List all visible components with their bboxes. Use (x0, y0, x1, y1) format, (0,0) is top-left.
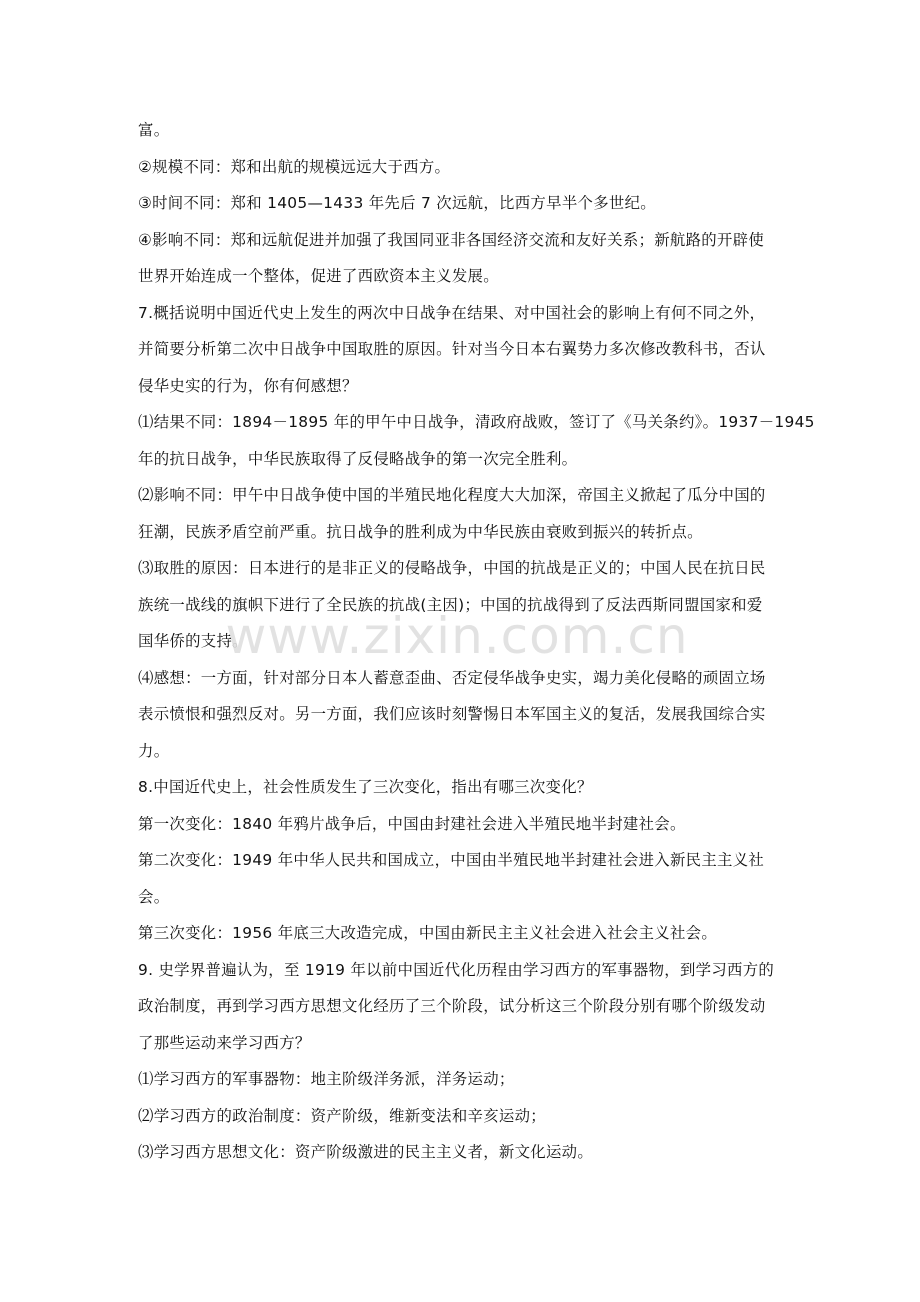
text-line: ④影响不同：郑和远航促进并加强了我国同亚非各国经济交流和友好关系；新航路的开辟使 (138, 230, 765, 249)
text-line: 富。 (138, 121, 170, 139)
text-line: ⑴结果不同：1894－1895 年的甲午中日战争，清政府战败，签订了《马关条约》。1937－1945 (138, 413, 815, 431)
text-line: ⑶取胜的原因：日本进行的是非正义的侵略战争，中国的抗战是正义的；中国人民在抗日民 (138, 559, 766, 577)
watermark: www.zixin.com.cn (225, 607, 689, 665)
text-line: ③时间不同：郑和 1405—1433 年先后 7 次远航，比西方早半个多世纪。 (138, 194, 656, 212)
text-line: 世界开始连成一个整体，促进了西欧资本主义发展。 (138, 267, 499, 285)
text-line: ②规模不同：郑和出航的规模远远大于西方。 (138, 157, 451, 176)
question-8-line: 8.中国近代史上，社会性质发生了三次变化，指出有哪三次变化？ (138, 778, 593, 796)
text-line: 第三次变化：1956 年底三大改造完成，中国由新民主主义社会进入社会主义社会。 (138, 924, 718, 942)
question-7-line: 7.概括说明中国近代史上发生的两次中日战争在结果、对中国社会的影响上有何不同之外， (138, 303, 766, 322)
text-line: ⑶学习西方思想文化：资产阶级激进的民主主义者，新文化运动。 (138, 1143, 594, 1161)
question-7-line: 侵华史实的行为，你有何感想？ (138, 376, 358, 395)
document-body (138, 112, 815, 1171)
text-line: ⑵学习西方的政治制度：资产阶级，维新变法和辛亥运动； (138, 1106, 546, 1125)
text-line: ⑴学习西方的军事器物：地主阶级洋务派，洋务运动； (138, 1070, 515, 1088)
text-line: 力。 (138, 741, 170, 760)
text-line: 年的抗日战争，中华民族取得了反侵略战争的第一次完全胜利。 (138, 449, 578, 468)
text-line: 狂潮，民族矛盾空前严重。抗日战争的胜利成为中华民族由衰败到振兴的转折点。 (138, 522, 703, 541)
text-line: 第二次变化：1949 年中华人民共和国成立，中国由半殖民地半封建社会进入新民主主义社 (138, 851, 765, 869)
question-7-line: 并简要分析第二次中日战争中国取胜的原因。针对当今日本右翼势力多次修改教科书，否认 (138, 340, 766, 358)
question-9-line: 了那些运动来学习西方？ (138, 1033, 311, 1052)
question-9-line: 9. 史学界普遍认为，至 1919 年以前中国近代化历程由学习西方的军事器物，到学习西方的 (138, 960, 775, 979)
text-line: 第一次变化：1840 年鸦片战争后，中国由封建社会进入半殖民地半封建社会。 (138, 814, 686, 833)
question-9-line: 政治制度，再到学习西方思想文化经历了三个阶段，试分析这三个阶段分别有哪个阶级发动 (138, 997, 766, 1015)
text-line: 国华侨的支持。 (138, 632, 248, 650)
text-line: 族统一战线的旗帜下进行了全民族的抗战(主因)；中国的抗战得到了反法西斯同盟国家和爱 (138, 595, 763, 614)
text-line: ⑵影响不同：甲午中日战争使中国的半殖民地化程度大大加深，帝国主义掀起了瓜分中国的 (138, 486, 766, 504)
text-line: 表示愤恨和强烈反对。另一方面，我们应该时刻警惕日本军国主义的复活，发展我国综合实 (138, 705, 766, 723)
text-line: 会。 (138, 887, 170, 906)
text-line: ⑷感想：一方面，针对部分日本人蓄意歪曲、否定侵华战争史实，竭力美化侵略的顽固立场 (138, 668, 766, 687)
